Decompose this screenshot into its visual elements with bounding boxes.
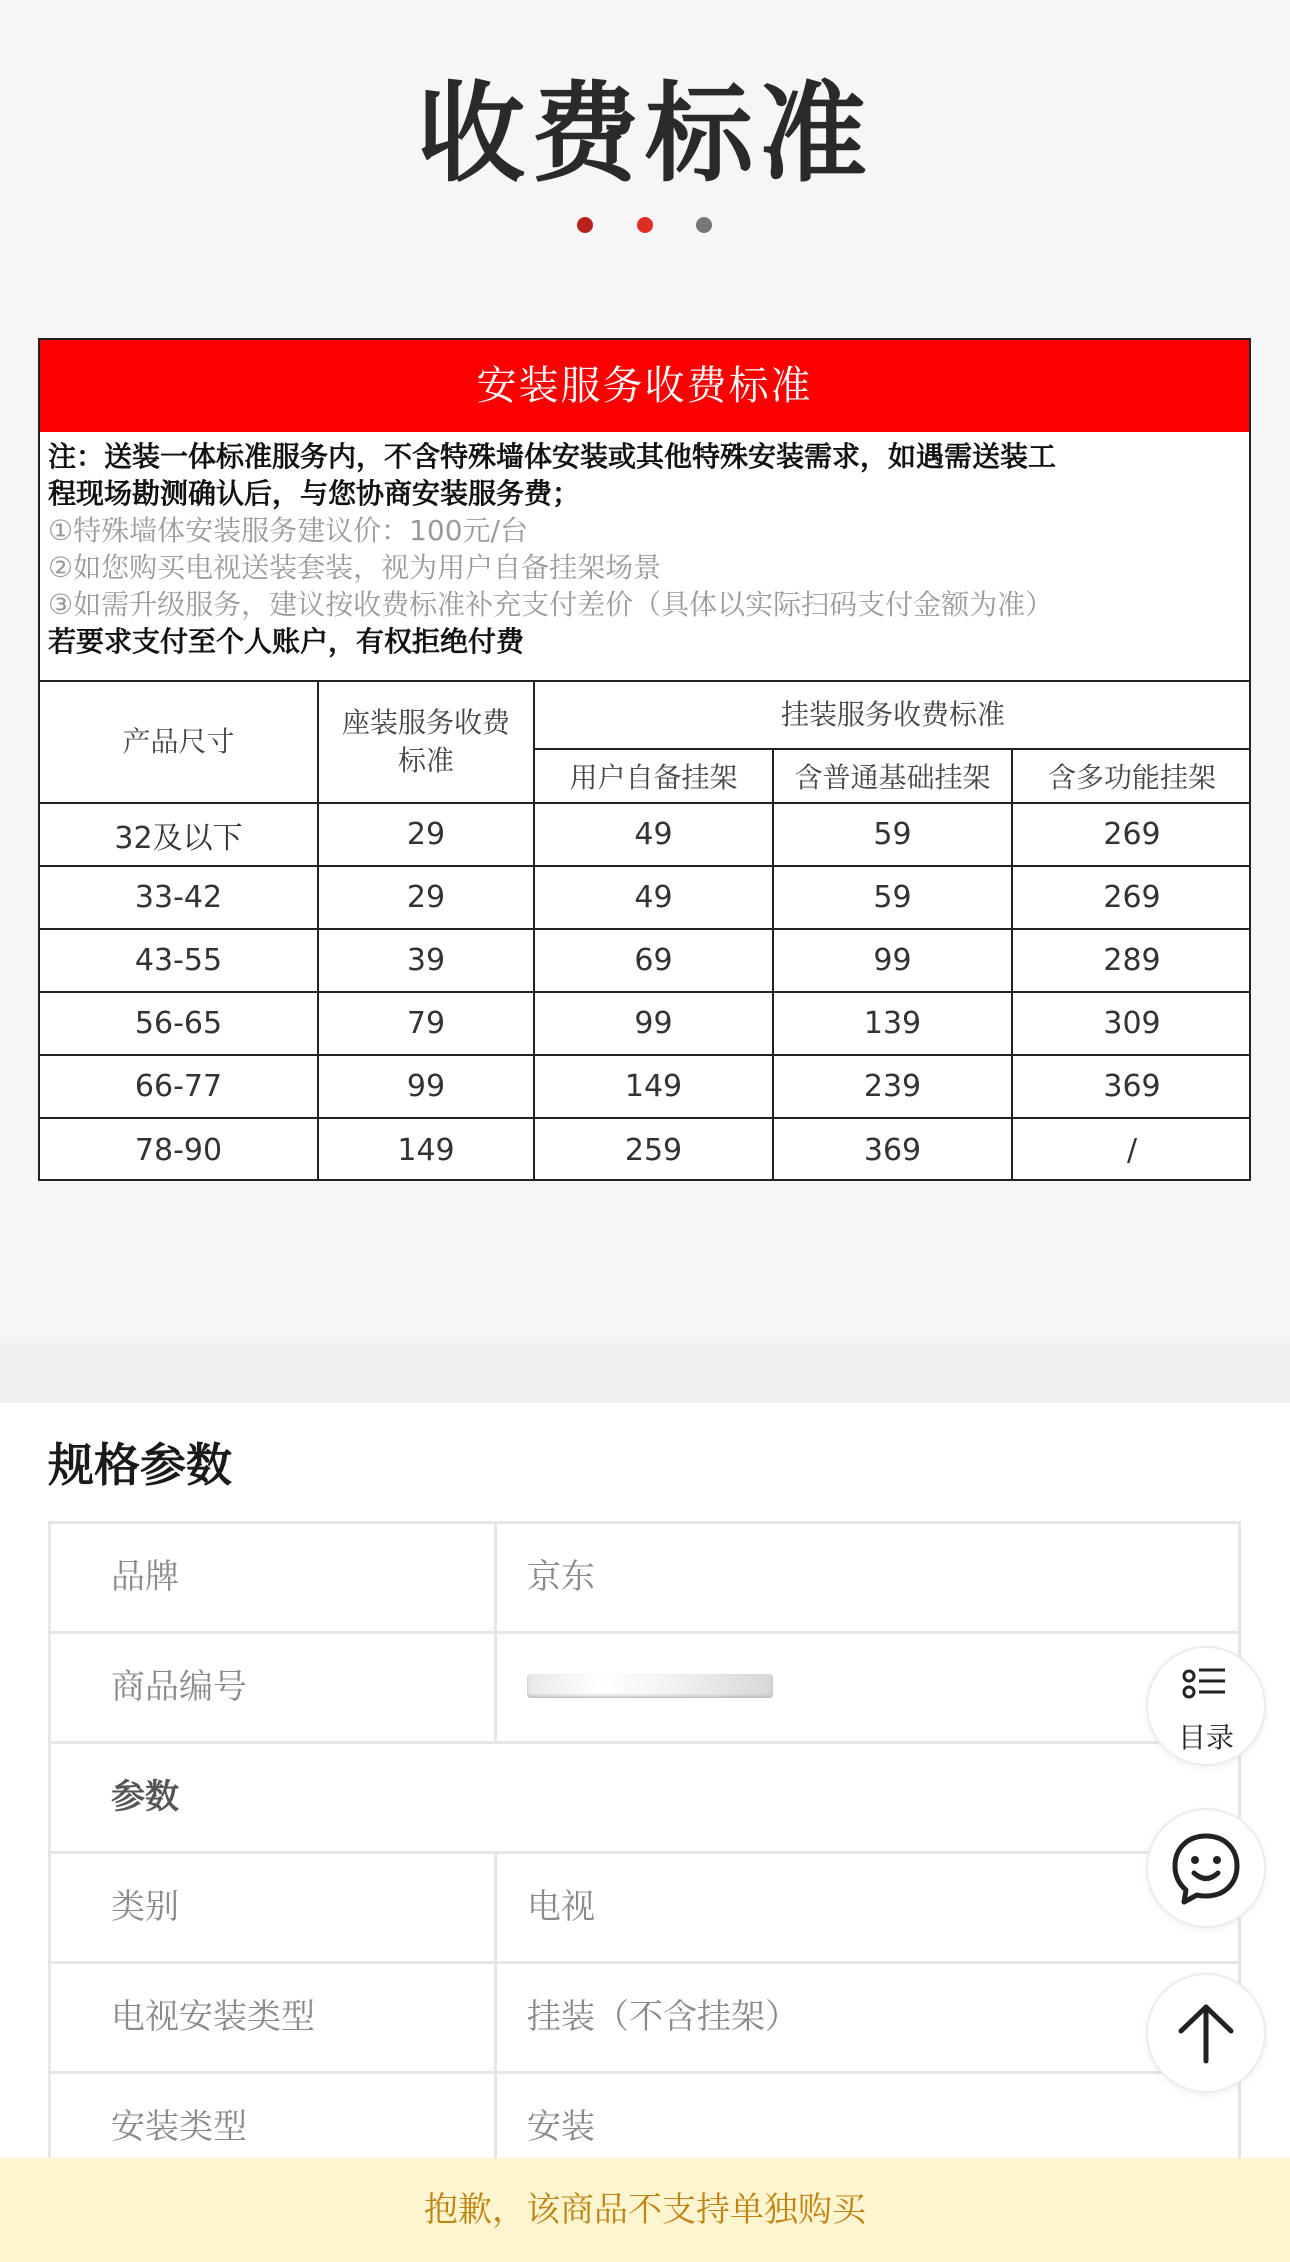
fee-cell-wall-self: 149: [534, 1055, 773, 1118]
note-line: 若要求支付至个人账户，有权拒绝付费: [48, 625, 525, 658]
col-header-wall-self: 用户自备挂架: [534, 749, 773, 803]
fee-cell-size: 33-42: [40, 866, 318, 929]
spec-value: 电视: [527, 1887, 595, 1927]
spec-table: [48, 1521, 1241, 2187]
col-header-size: 产品尺寸: [40, 682, 318, 803]
spec-value: 京东: [527, 1557, 595, 1597]
fee-cell-wall-basic: 59: [773, 803, 1012, 866]
col-header-seat: 座装服务收费标准: [318, 682, 534, 803]
note-line: ②如您购买电视送装套装，视为用户自备挂架场景: [48, 551, 662, 584]
fee-cell-wall-basic: 139: [773, 992, 1012, 1055]
fee-cell-wall-basic: 369: [773, 1118, 1012, 1181]
smiley-service-icon: [1148, 1810, 1264, 1926]
fee-cell-size: 32及以下: [40, 803, 318, 866]
fee-cell-seat: 79: [318, 992, 534, 1055]
spec-value-sku: [497, 1634, 1238, 1741]
fee-cell-wall-multi: 369: [1012, 1055, 1251, 1118]
fee-cell-size: 56-65: [40, 992, 318, 1055]
fee-cell-wall-multi: 269: [1012, 866, 1251, 929]
fee-cell-wall-multi: 269: [1012, 803, 1251, 866]
spec-key: 电视安装类型: [51, 1964, 497, 2071]
note-line: ③如需升级服务，建议按收费标准补充支付差价（具体以实际扫码支付金额为准）: [48, 588, 1054, 621]
col-header-wall-multi: 含多功能挂架: [1012, 749, 1251, 803]
fee-cell-wall-self: 49: [534, 803, 773, 866]
fee-cell-seat: 39: [318, 929, 534, 992]
arrow-up-icon: [1148, 1975, 1264, 2091]
carousel-dot-3[interactable]: [696, 217, 712, 233]
fee-cell-wall-self: 69: [534, 929, 773, 992]
note-line: 注：送装一体标准服务内，不含特殊墙体安装或其他特殊安装需求，如遇需送装工: [48, 440, 1057, 473]
spec-key: 商品编号: [51, 1634, 497, 1741]
fee-cell-seat: 29: [318, 803, 534, 866]
spec-row-tv-install: [51, 1964, 1238, 2074]
fee-table-card: [38, 338, 1251, 1181]
back-to-top-button[interactable]: [1146, 1973, 1266, 2093]
fee-cell-wall-self: 259: [534, 1118, 773, 1181]
toc-label: 目录: [1177, 1721, 1234, 1754]
fee-cell-wall-multi: 289: [1012, 929, 1251, 992]
fee-notes: [40, 432, 1249, 682]
fee-table-row: [40, 1055, 1251, 1118]
fee-cell-wall-multi: 309: [1012, 992, 1251, 1055]
spec-section: [0, 1403, 1290, 2262]
spec-value: 挂装（不含挂架）: [527, 1997, 799, 2037]
spec-group-row: [51, 1744, 1238, 1854]
unavailable-notice-bar: 抱歉，该商品不支持单独购买: [0, 2158, 1290, 2262]
fee-cell-wall-basic: 99: [773, 929, 1012, 992]
spec-row-category: [51, 1854, 1238, 1964]
spec-group-title: 参数: [111, 1777, 179, 1817]
spec-key: 品牌: [51, 1524, 497, 1631]
fee-cell-wall-self: 99: [534, 992, 773, 1055]
fee-cell-size: 66-77: [40, 1055, 318, 1118]
note-line: 程现场勘测确认后，与您协商安装服务费；: [48, 477, 581, 510]
fee-cell-size: 78-90: [40, 1118, 318, 1181]
fee-table-row: [40, 929, 1251, 992]
toc-button[interactable]: [1146, 1646, 1266, 1766]
banner-title: 收费标准: [416, 72, 873, 197]
fee-cell-seat: 149: [318, 1118, 534, 1181]
carousel-dot-2[interactable]: [637, 217, 653, 233]
carousel-dots: [0, 217, 1290, 233]
fee-card-header: 安装服务收费标准: [40, 340, 1249, 432]
spec-key: 类别: [51, 1854, 497, 1961]
carousel-dot-1[interactable]: [577, 217, 593, 233]
spec-title: 规格参数: [48, 1438, 232, 1492]
fee-cell-wall-basic: 59: [773, 866, 1012, 929]
fee-table-row: [40, 1118, 1251, 1181]
fee-cell-size: 43-55: [40, 929, 318, 992]
fee-cell-seat: 99: [318, 1055, 534, 1118]
section-divider: [0, 1343, 1290, 1403]
note-line: ①特殊墙体安装服务建议价：100元/台: [48, 514, 528, 547]
redacted-sku: [527, 1674, 773, 1698]
spec-value: 安装: [527, 2107, 595, 2147]
fee-table: [40, 682, 1251, 1181]
fee-cell-wall-basic: 239: [773, 1055, 1012, 1118]
fee-table-row: [40, 866, 1251, 929]
fee-cell-wall-self: 49: [534, 866, 773, 929]
spec-row-sku: [51, 1634, 1238, 1744]
col-header-wall-group: 挂装服务收费标准: [534, 682, 1251, 749]
customer-service-button[interactable]: [1146, 1808, 1266, 1928]
fee-cell-wall-multi: /: [1012, 1118, 1251, 1181]
fee-cell-seat: 29: [318, 866, 534, 929]
col-header-wall-basic: 含普通基础挂架: [773, 749, 1012, 803]
fee-table-row: [40, 992, 1251, 1055]
spec-key: 安装类型: [51, 2074, 497, 2181]
spec-row-brand: [51, 1524, 1238, 1634]
fee-table-row: [40, 803, 1251, 866]
